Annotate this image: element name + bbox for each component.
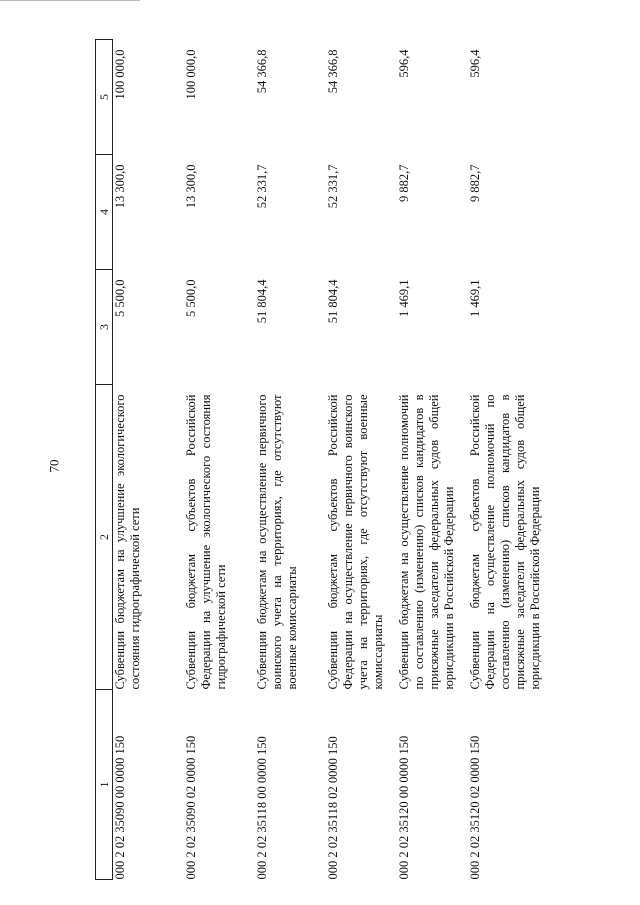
value-col5: 54 366,8 bbox=[255, 49, 269, 94]
value-col3: 51 804,4 bbox=[255, 279, 269, 324]
value-col5: 54 366,8 bbox=[326, 49, 340, 94]
table-row bbox=[184, 40, 255, 880]
budget-code: 000 2 02 35120 02 0000 150 bbox=[468, 735, 482, 880]
budget-code: 000 2 02 35118 00 0000 150 bbox=[255, 736, 269, 880]
header-row bbox=[96, 40, 113, 880]
description: Субвенции бюджетам субъектов Российской Федерации на улучшение экологического состояния гидрографической сети bbox=[184, 394, 228, 690]
table-row bbox=[255, 40, 326, 880]
header-cell-2: 2 bbox=[96, 385, 113, 690]
value-col3: 5 500,0 bbox=[184, 279, 198, 317]
budget-code: 000 2 02 35090 00 0000 150 bbox=[113, 735, 127, 880]
value-col4: 13 300,0 bbox=[113, 164, 127, 209]
description: Субвенции бюджетам на осуществление первичного воинского учета на территориях, где отсутствуют военные комиссариаты bbox=[255, 394, 299, 690]
value-col3: 5 500,0 bbox=[113, 279, 127, 317]
budget-code: 000 2 02 35090 02 0000 150 bbox=[184, 735, 198, 880]
value-col4: 9 882,7 bbox=[468, 164, 482, 202]
value-col5: 596,4 bbox=[397, 49, 411, 78]
budget-code: 000 2 02 35118 02 0000 150 bbox=[326, 736, 340, 880]
value-col3: 51 804,4 bbox=[326, 279, 340, 324]
budget-code: 000 2 02 35120 00 0000 150 bbox=[397, 735, 411, 880]
table-row bbox=[326, 40, 397, 880]
value-col4: 52 331,7 bbox=[255, 164, 269, 209]
table-row bbox=[113, 40, 185, 880]
description: Субвенции бюджетам на осуществление полномочий по составлению (изменению) списков кандидатов в присяжные заседатели федеральных судов общей юрисдикции в Российской Федерации bbox=[397, 394, 456, 690]
value-col5: 100 000,0 bbox=[113, 49, 127, 100]
value-col3: 1 469,1 bbox=[397, 279, 411, 317]
table-row bbox=[397, 40, 468, 880]
description: Субвенции бюджетам субъектов Российской Федерации на осуществление полномочий по составлению (изменению) списков кандидатов в присяжные заседатели федеральных судов общей юрисдикции в Российской Федерации bbox=[468, 394, 542, 690]
top-rule bbox=[0, 0, 140, 1]
page-number: 70 bbox=[46, 459, 62, 473]
description: Субвенции бюджетам на улучшение экологического состояния гидрографической сети bbox=[113, 394, 142, 690]
budget-table bbox=[95, 39, 543, 880]
header-cell-1: 1 bbox=[96, 690, 113, 880]
value-col4: 52 331,7 bbox=[326, 164, 340, 209]
value-col4: 13 300,0 bbox=[184, 164, 198, 209]
value-col5: 100 000,0 bbox=[184, 49, 198, 100]
value-col4: 9 882,7 bbox=[397, 164, 411, 202]
header-cell-5: 5 bbox=[96, 40, 113, 155]
table-row bbox=[468, 40, 543, 880]
value-col5: 596,4 bbox=[468, 49, 482, 78]
header-cell-4: 4 bbox=[96, 155, 113, 270]
value-col3: 1 469,1 bbox=[468, 279, 482, 317]
rotated-page bbox=[95, 40, 605, 880]
description: Субвенции бюджетам субъектов Российской Федерации на осуществление первичного воинского учета на территориях, где отсутствуют военные комиссариаты bbox=[326, 394, 385, 690]
header-cell-3: 3 bbox=[96, 270, 113, 385]
